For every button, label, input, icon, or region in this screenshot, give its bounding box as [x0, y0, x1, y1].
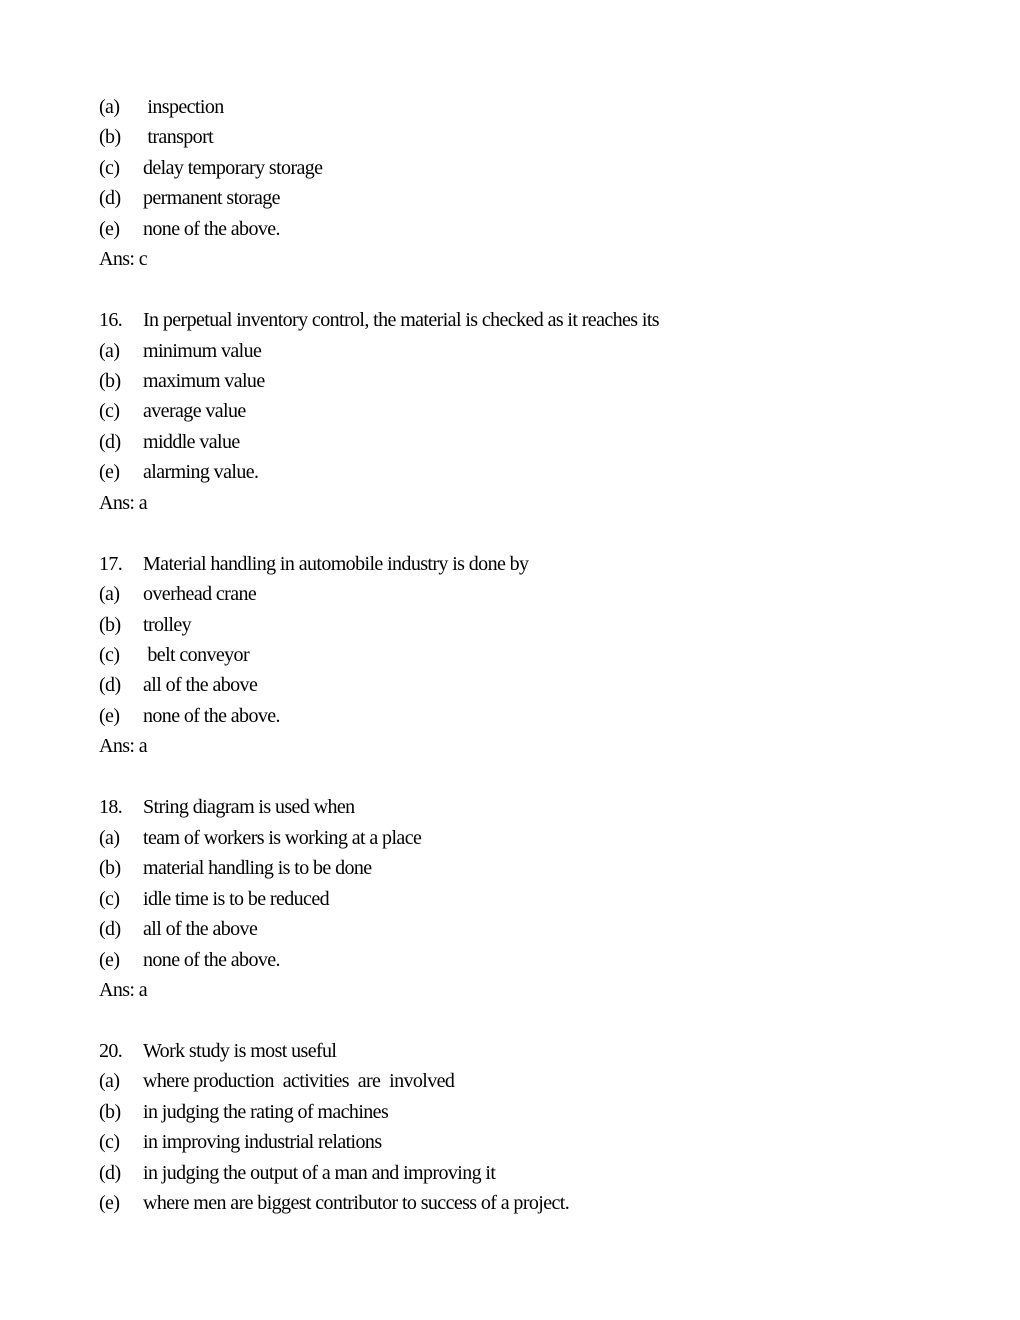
answer-text: Ans: a	[99, 978, 148, 1001]
option-row	[99, 823, 939, 853]
answer-text: Ans: a	[99, 735, 148, 758]
answer-line	[99, 244, 939, 274]
option-text: alarming value.	[143, 461, 259, 484]
option-text: maximum value	[143, 370, 265, 393]
document-content	[99, 92, 939, 1249]
option-row	[99, 640, 939, 670]
option-marker: (c)	[99, 400, 120, 423]
option-marker: (d)	[99, 187, 121, 210]
option-marker: (a)	[99, 1070, 120, 1093]
option-row	[99, 853, 939, 883]
option-row	[99, 92, 939, 122]
options-list	[99, 336, 939, 488]
answer-line	[99, 731, 939, 761]
option-text: in improving industrial relations	[143, 1131, 382, 1154]
answer-text: Ans: c	[99, 248, 148, 271]
option-text: team of workers is working at a place	[143, 826, 422, 849]
question-block	[99, 792, 939, 1005]
answer-text: Ans: a	[99, 491, 148, 514]
option-row	[99, 427, 939, 457]
option-marker: (e)	[99, 461, 120, 484]
option-text: belt conveyor	[143, 644, 250, 667]
option-marker: (b)	[99, 126, 121, 149]
option-marker: (b)	[99, 1100, 121, 1123]
option-marker: (c)	[99, 156, 120, 179]
option-row	[99, 670, 939, 700]
option-marker: (d)	[99, 1161, 121, 1184]
option-text: permanent storage	[143, 187, 280, 210]
option-marker: (c)	[99, 1131, 120, 1154]
option-marker: (c)	[99, 887, 120, 910]
option-row	[99, 122, 939, 152]
option-text: inspection	[143, 96, 224, 118]
option-row	[99, 610, 939, 640]
option-text: none of the above.	[143, 948, 280, 971]
option-text: transport	[143, 126, 214, 149]
option-marker: (e)	[99, 704, 120, 727]
answer-line	[99, 488, 939, 518]
question-block	[99, 1036, 939, 1219]
options-list	[99, 1066, 939, 1218]
option-marker: (b)	[99, 370, 121, 393]
question-block	[99, 305, 939, 518]
option-marker: (a)	[99, 583, 120, 606]
option-text: minimum value	[143, 339, 262, 362]
option-row	[99, 701, 939, 731]
question-number: 16.	[99, 309, 123, 332]
option-text: where production activities are involved	[143, 1070, 455, 1093]
question-number: 17.	[99, 552, 123, 575]
option-row	[99, 1066, 939, 1096]
question-text: Work study is most useful	[143, 1039, 337, 1062]
option-marker: (d)	[99, 430, 121, 453]
option-text: trolley	[143, 613, 192, 636]
option-text: where men are biggest contributor to success of a project.	[143, 1192, 570, 1215]
question-heading	[99, 549, 939, 579]
option-row	[99, 1158, 939, 1188]
option-row	[99, 1127, 939, 1157]
option-text: all of the above	[143, 674, 258, 697]
question-number: 18.	[99, 796, 123, 819]
option-marker: (b)	[99, 613, 121, 636]
option-row	[99, 396, 939, 426]
option-row	[99, 579, 939, 609]
options-list	[99, 92, 939, 244]
option-row	[99, 1097, 939, 1127]
option-text: in judging the output of a man and improving it	[143, 1161, 496, 1184]
question-text: Material handling in automobile industry is done by	[143, 552, 529, 575]
option-marker: (e)	[99, 217, 120, 240]
option-marker: (c)	[99, 644, 120, 667]
option-row	[99, 366, 939, 396]
option-text: in judging the rating of machines	[143, 1100, 389, 1123]
question-text: In perpetual inventory control, the material is checked as it reaches its	[143, 309, 659, 332]
option-marker: (a)	[99, 826, 120, 849]
option-marker: (a)	[99, 96, 120, 118]
option-marker: (b)	[99, 857, 121, 880]
option-row	[99, 945, 939, 975]
question-block	[99, 92, 939, 275]
question-heading	[99, 1036, 939, 1066]
option-row	[99, 914, 939, 944]
answer-line	[99, 975, 939, 1005]
option-marker: (e)	[99, 1192, 120, 1215]
option-text: average value	[143, 400, 246, 423]
question-heading	[99, 792, 939, 822]
options-list	[99, 579, 939, 731]
option-text: middle value	[143, 430, 240, 453]
option-row	[99, 153, 939, 183]
question-number: 20.	[99, 1039, 123, 1062]
option-marker: (d)	[99, 674, 121, 697]
option-text: delay temporary storage	[143, 156, 323, 179]
option-text: overhead crane	[143, 583, 257, 606]
option-text: all of the above	[143, 918, 258, 941]
option-row	[99, 336, 939, 366]
option-row	[99, 1188, 939, 1218]
option-row	[99, 183, 939, 213]
option-marker: (a)	[99, 339, 120, 362]
question-block	[99, 549, 939, 762]
question-text: String diagram is used when	[143, 796, 355, 819]
option-text: none of the above.	[143, 704, 280, 727]
option-row	[99, 457, 939, 487]
option-marker: (d)	[99, 918, 121, 941]
options-list	[99, 823, 939, 975]
option-text: material handling is to be done	[143, 857, 372, 880]
option-text: idle time is to be reduced	[143, 887, 330, 910]
option-text: none of the above.	[143, 217, 280, 240]
option-marker: (e)	[99, 948, 120, 971]
option-row	[99, 884, 939, 914]
question-heading	[99, 305, 939, 335]
option-row	[99, 214, 939, 244]
